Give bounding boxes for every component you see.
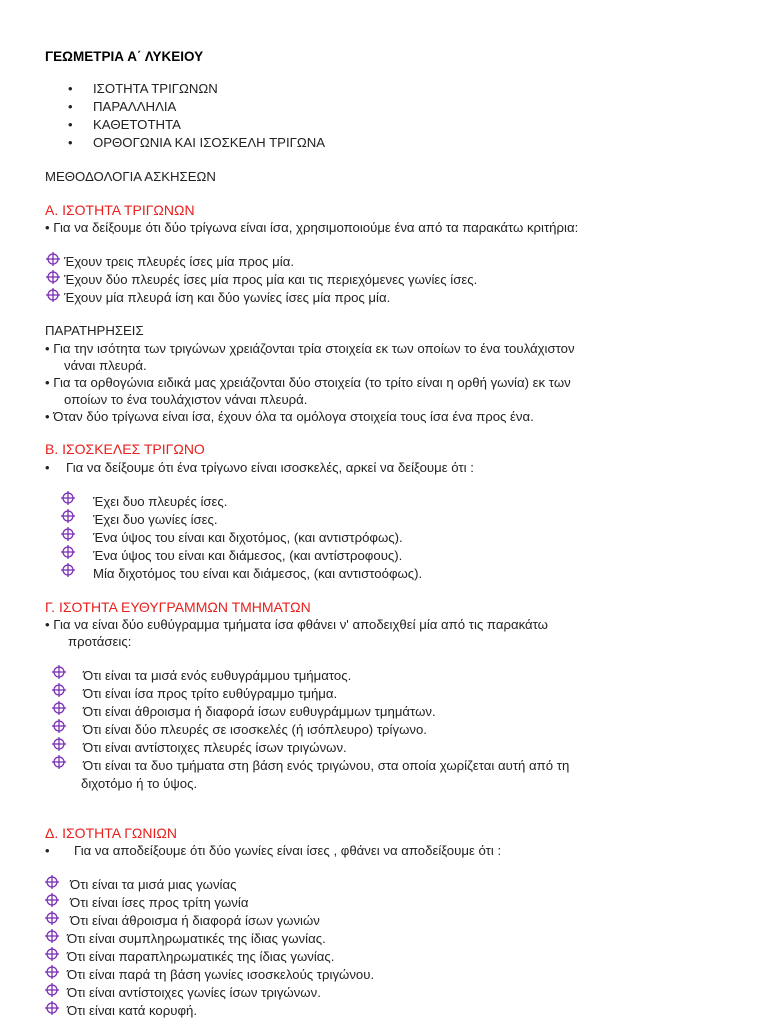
document-title: ΓΕΩΜΕΤΡΙΑ Α΄ ΛΥΚΕΙΟΥ: [45, 49, 204, 64]
bullet-dot-icon: •: [45, 460, 50, 475]
bullet-dot-icon: •: [68, 135, 73, 150]
angle-criterion: Ότι είναι κατά κορυφή.: [67, 1003, 198, 1018]
crosshair-circle-icon: [61, 563, 75, 577]
remark-line: οποίων το ένα τουλάχιστον νάναι πλευρά.: [64, 392, 308, 407]
crosshair-circle-icon: [45, 1001, 59, 1015]
remark-line: • Για την ισότητα των τριγώνων χρειάζονται τρία στοιχεία εκ των οποίων το ένα τουλάχιστον: [45, 341, 575, 356]
segment-criterion: Ότι είναι άθροισμα ή διαφορά ίσων ευθυγράμμων τμημάτων.: [83, 704, 436, 719]
criterion-item: Έχουν δύο πλευρές ίσες μία προς μία και τις περιεχόμενες γωνίες ίσες.: [64, 272, 478, 287]
section-d-heading: Δ. ΙΣΟΤΗΤΑ ΓΩΝΙΩΝ: [45, 825, 177, 841]
crosshair-circle-icon: [45, 929, 59, 943]
section-d-intro: Για να αποδείξουμε ότι δύο γωνίες είναι ίσες , φθάνει να αποδείξουμε ότι :: [74, 843, 502, 858]
crosshair-circle-icon: [52, 701, 66, 715]
section-a-heading: Α. ΙΣΟΤΗΤΑ ΤΡΙΓΩΝΩΝ: [45, 202, 195, 218]
section-b-intro: Για να δείξουμε ότι ένα τρίγωνο είναι ισοσκελές, αρκεί να δείξουμε ότι :: [66, 460, 474, 475]
crosshair-circle-icon: [46, 288, 60, 302]
angle-criterion: Ότι είναι συμπληρωματικές της ίδιας γωνίας.: [67, 931, 326, 946]
bullet-dot-icon: •: [68, 81, 73, 96]
crosshair-circle-icon: [46, 270, 60, 284]
crosshair-circle-icon: [61, 527, 75, 541]
crosshair-circle-icon: [45, 911, 59, 925]
crosshair-circle-icon: [45, 875, 59, 889]
section-c-heading: Γ. ΙΣΟΤΗΤΑ ΕΥΘΥΓΡΑΜΜΩΝ ΤΜΗΜΑΤΩΝ: [45, 599, 311, 615]
remarks-heading: ΠΑΡΑΤΗΡΗΣΕΙΣ: [45, 323, 144, 338]
crosshair-circle-icon: [45, 947, 59, 961]
segment-criterion-cont: διχοτόμο ή το ύψος.: [81, 776, 198, 791]
crosshair-circle-icon: [61, 545, 75, 559]
crosshair-circle-icon: [61, 491, 75, 505]
topic-item: ΟΡΘΟΓΩΝΙΑ ΚΑΙ ΙΣΟΣΚΕΛΗ ΤΡΙΓΩΝΑ: [93, 135, 326, 150]
angle-criterion: Ότι είναι άθροισμα ή διαφορά ίσων γωνιών: [70, 913, 320, 928]
segment-criterion: Ότι είναι αντίστοιχες πλευρές ίσων τριγώνων.: [83, 740, 347, 755]
crosshair-circle-icon: [45, 893, 59, 907]
angle-criterion: Ότι είναι παραπληρωματικές της ίδιας γωνίας.: [67, 949, 335, 964]
crosshair-circle-icon: [61, 509, 75, 523]
crosshair-circle-icon: [52, 737, 66, 751]
bullet-dot-icon: •: [68, 117, 73, 132]
segment-criterion: Ότι είναι ίσα προς τρίτο ευθύγραμμο τμήμα.: [83, 686, 338, 701]
isosceles-criterion: Έχει δυο γωνίες ίσες.: [93, 512, 218, 527]
angle-criterion: Ότι είναι τα μισά μιας γωνίας: [70, 877, 237, 892]
segment-criterion: Ότι είναι τα δυο τμήματα στη βάση ενός τριγώνου, στα οποία χωρίζεται αυτή από τη: [83, 758, 570, 773]
crosshair-circle-icon: [52, 665, 66, 679]
crosshair-circle-icon: [46, 252, 60, 266]
criterion-item: Έχουν τρεις πλευρές ίσες μία προς μία.: [64, 254, 294, 269]
isosceles-criterion: Ένα ύψος του είναι και διάμεσος, (και αντίστροφους).: [93, 548, 403, 563]
isosceles-criterion: Ένα ύψος του είναι και διχοτόμος, (και αντιστρόφως).: [93, 530, 403, 545]
topic-item: ΙΣΟΤΗΤΑ ΤΡΙΓΩΝΩΝ: [93, 81, 218, 96]
section-a-intro: • Για να δείξουμε ότι δύο τρίγωνα είναι ίσα, χρησιμοποιούμε ένα από τα παρακάτω κριτήρια:: [45, 220, 579, 235]
segment-criterion: Ότι είναι τα μισά ενός ευθυγράμμου τμήματος.: [83, 668, 352, 683]
remark-line: • Για τα ορθογώνια ειδικά μας χρειάζονται δύο στοιχεία (το τρίτο είναι η ορθή γωνία) εκ των: [45, 375, 571, 390]
angle-criterion: Ότι είναι ίσες προς τρίτη γωνία: [70, 895, 249, 910]
remark-line: • Όταν δύο τρίγωνα είναι ίσα, έχουν όλα τα ομόλογα στοιχεία τους ίσα ένα προς ένα.: [45, 409, 534, 424]
crosshair-circle-icon: [52, 719, 66, 733]
crosshair-circle-icon: [52, 683, 66, 697]
angle-criterion: Ότι είναι αντίστοιχες γωνίες ίσων τριγώνων.: [67, 985, 321, 1000]
crosshair-circle-icon: [45, 983, 59, 997]
crosshair-circle-icon: [45, 965, 59, 979]
section-c-intro-cont: προτάσεις:: [68, 634, 132, 649]
section-b-heading: Β. ΙΣΟΣΚΕΛΕΣ ΤΡΙΓΩΝΟ: [45, 441, 205, 457]
topic-item: ΚΑΘΕΤΟΤΗΤΑ: [93, 117, 181, 132]
crosshair-circle-icon: [52, 755, 66, 769]
bullet-dot-icon: •: [45, 843, 50, 858]
topic-item: ΠΑΡΑΛΛΗΛΙΑ: [93, 99, 177, 114]
remark-line: νάναι πλευρά.: [64, 358, 147, 373]
bullet-dot-icon: •: [68, 99, 73, 114]
isosceles-criterion: Έχει δυο πλευρές ίσες.: [93, 494, 228, 509]
methodology-heading: ΜΕΘΟΔΟΛΟΓΙΑ ΑΣΚΗΣΕΩΝ: [45, 169, 216, 184]
section-c-intro: • Για να είναι δύο ευθύγραμμα τμήματα ίσα φθάνει ν' αποδειχθεί μία από τις παρακάτω: [45, 617, 548, 632]
angle-criterion: Ότι είναι παρά τη βάση γωνίες ισοσκελούς τριγώνου.: [67, 967, 375, 982]
isosceles-criterion: Μία διχοτόμος του είναι και διάμεσος, (και αντιστοόφως).: [93, 566, 423, 581]
segment-criterion: Ότι είναι δύο πλευρές σε ισοσκελές (ή ισόπλευρο) τρίγωνο.: [83, 722, 427, 737]
criterion-item: Έχουν μία πλευρά ίση και δύο γωνίες ίσες μία προς μία.: [64, 290, 391, 305]
